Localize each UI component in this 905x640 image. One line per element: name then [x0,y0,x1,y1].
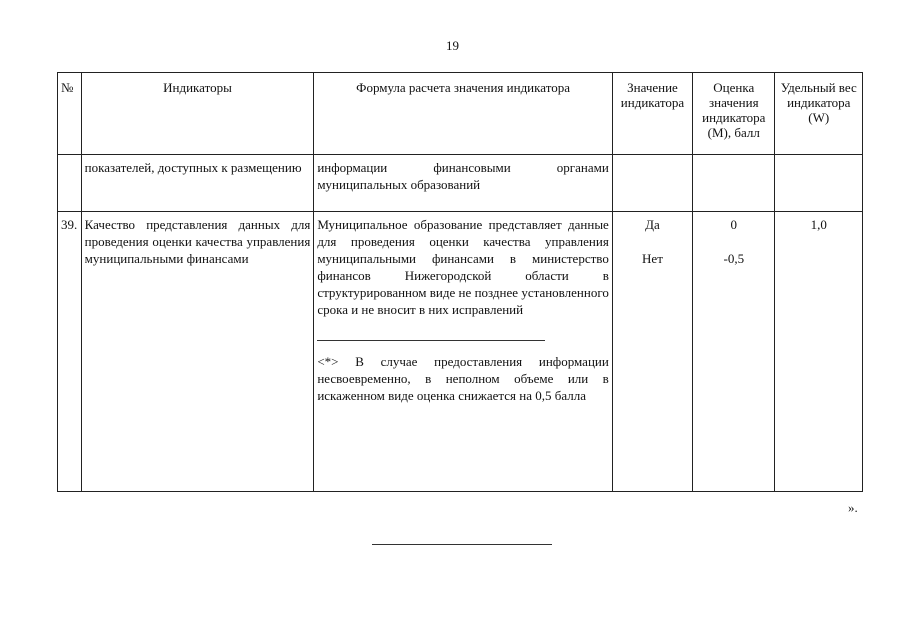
indicator-table [57,72,863,492]
cell-formula: информации финансовыми органами муниципальных образований [314,155,613,212]
cell-score [693,212,775,492]
formula-text: Муниципальное образование представляет данные для проведения оценки качества управления муниципальными финансами в министерство финансов Нижегородской области в структурированном виде не позднее установленного срока и не вносит в них исправлений [317,217,609,317]
header-weight: Удельный вес индикатора (W) [775,73,863,155]
header-score: Оценка значения индикатора (М), балл [693,73,775,155]
cell-value [612,212,692,492]
table-row [58,212,863,492]
cell-weight [775,155,863,212]
value-no: Нет [642,251,663,266]
cell-weight: 1,0 [775,212,863,492]
header-no: № [58,73,82,155]
header-value: Значение индикатора [612,73,692,155]
cell-indicator: Качество представления данных для проведения оценки качества управления муниципальными финансами [81,212,314,492]
table-row [58,155,863,212]
cell-indicator: показателей, доступных к размещению [81,155,314,212]
cell-value [612,155,692,212]
closing-quote: ». [848,500,858,515]
cell-no [58,155,82,212]
header-indicators: Индикаторы [81,73,314,155]
value-yes: Да [645,217,660,232]
score-no: -0,5 [723,251,745,266]
header-formula: Формула расчета значения индикатора [314,73,613,155]
table-header-row [58,73,863,155]
score-yes: 0 [730,217,738,232]
cell-formula [314,212,613,492]
cell-no: 39. [58,212,82,492]
page-number: 19 [446,38,459,53]
footnote-text: <*> В случае предоставления информации несвоевременно, в неполном объеме или в искаженном виде оценка снижается на 0,5 балла [317,354,609,403]
end-separator-line [372,544,552,545]
footnote-separator [317,332,545,341]
cell-score [693,155,775,212]
